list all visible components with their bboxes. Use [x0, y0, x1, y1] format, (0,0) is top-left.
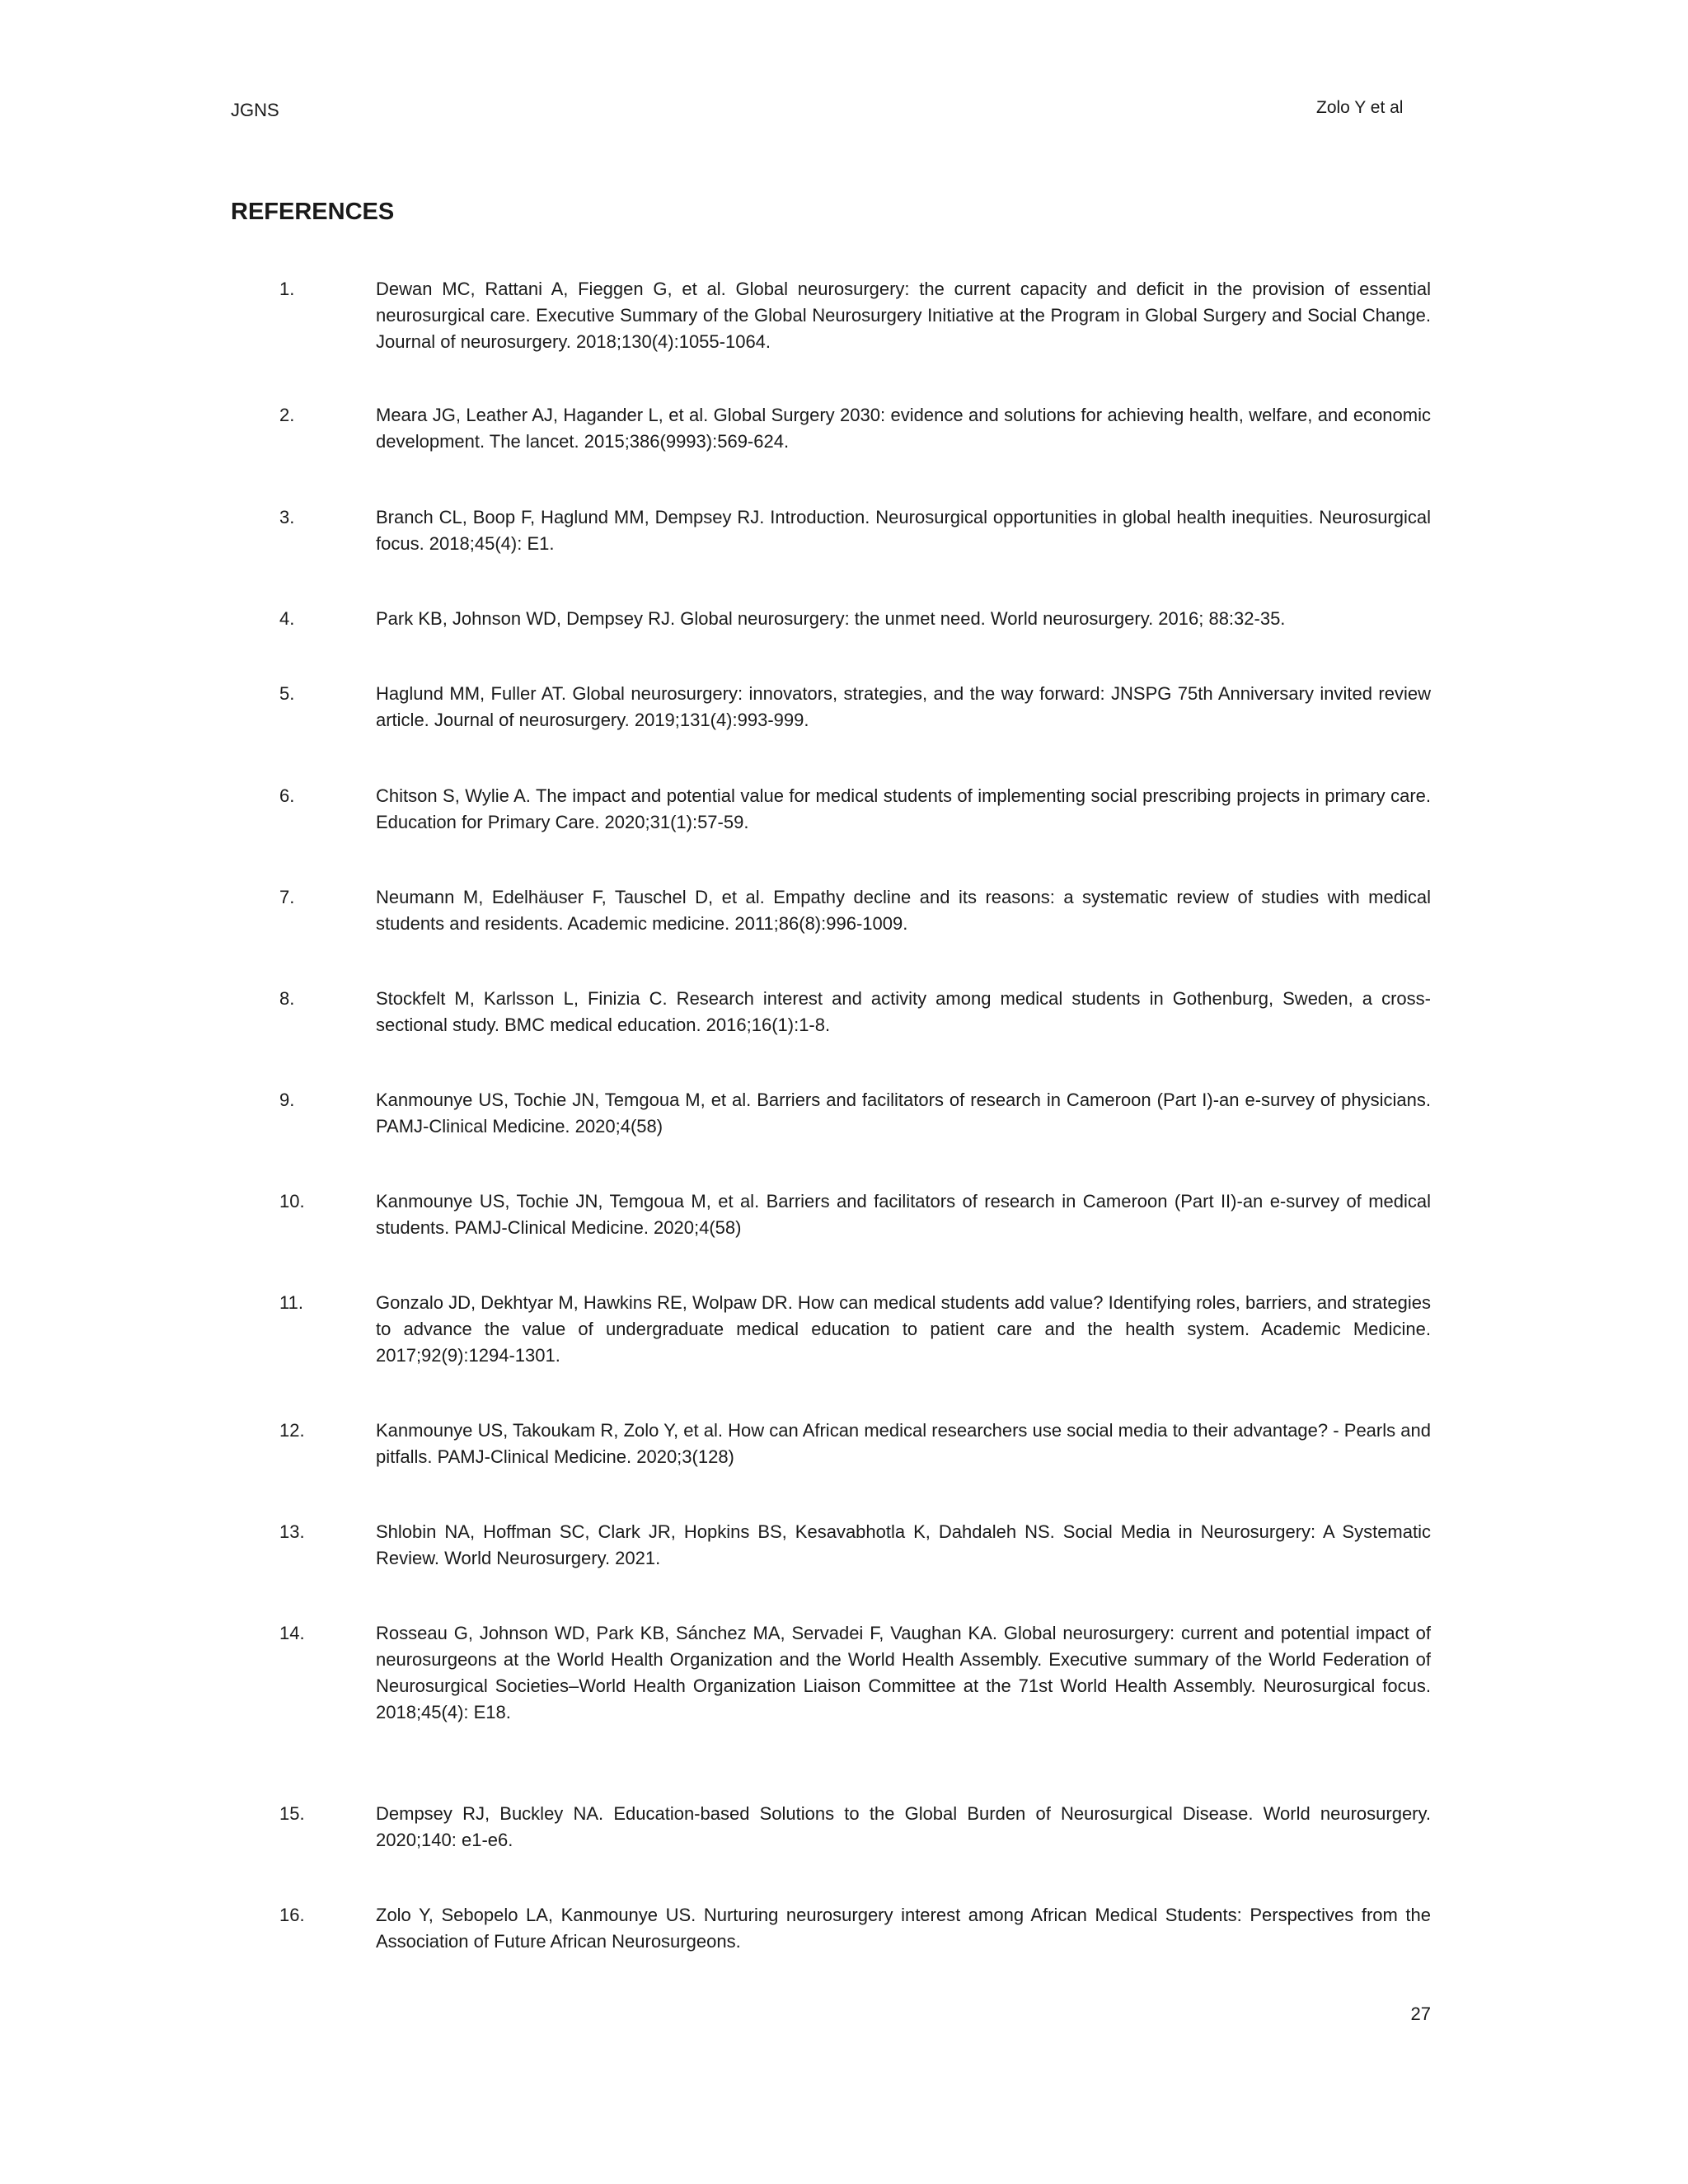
- reference-text: Haglund MM, Fuller AT. Global neurosurgery: innovators, strategies, and the way forward: JNSPG 75th Anniversary invited review article. Journal of neurosurgery. 2019;131(4):993-999.: [376, 683, 1431, 730]
- reference-text: Dempsey RJ, Buckley NA. Education-based Solutions to the Global Burden of Neurosurgical Disease. World neurosurgery. 2020;140: e1-e6.: [376, 1803, 1431, 1850]
- reference-number: 1.: [279, 279, 295, 299]
- reference-number: 2.: [279, 405, 295, 425]
- reference-text: Chitson S, Wylie A. The impact and potential value for medical students of implementing social prescribing projects in primary care. Education for Primary Care. 2020;31(1):57-59.: [376, 785, 1431, 832]
- reference-text: Kanmounye US, Takoukam R, Zolo Y, et al. How can African medical researchers use social media to their advantage? - Pearls and pitfalls. PAMJ-Clinical Medicine. 2020;3(128): [376, 1420, 1431, 1467]
- reference-number: 11.: [279, 1292, 303, 1313]
- reference-number: 15.: [279, 1803, 305, 1824]
- reference-text: Kanmounye US, Tochie JN, Temgoua M, et al. Barriers and facilitators of research in Cameroon (Part I)-an e-survey of physicians. PAMJ-Clinical Medicine. 2020;4(58): [376, 1090, 1431, 1137]
- section-title: REFERENCES: [231, 199, 395, 225]
- reference-number: 14.: [279, 1623, 305, 1643]
- reference-number: 4.: [279, 608, 295, 629]
- reference-number: 12.: [279, 1420, 305, 1441]
- reference-text: Dewan MC, Rattani A, Fieggen G, et al. Global neurosurgery: the current capacity and deficit in the provision of essential neurosurgical care. Executive Summary of the Global Neurosurgery Initiative at the Program in Global Surgery and Social Change. Journal of neurosurgery. 2018;130(4):1055-1064.: [376, 279, 1431, 352]
- reference-number: 8.: [279, 988, 295, 1009]
- reference-number: 10.: [279, 1191, 305, 1212]
- page-number: 27: [1410, 2004, 1431, 2024]
- reference-text: Gonzalo JD, Dekhtyar M, Hawkins RE, Wolpaw DR. How can medical students add value? Identifying roles, barriers, and strategies to advance the value of undergraduate medical education to patient care and the health system. Academic Medicine. 2017;92(9):1294-1301.: [376, 1292, 1431, 1366]
- reference-text: Meara JG, Leather AJ, Hagander L, et al. Global Surgery 2030: evidence and solutions for achieving health, welfare, and economic development. The lancet. 2015;386(9993):569-624.: [376, 405, 1431, 452]
- reference-text: Neumann M, Edelhäuser F, Tauschel D, et al. Empathy decline and its reasons: a systematic review of studies with medical students and residents. Academic medicine. 2011;86(8):996-1009.: [376, 887, 1431, 934]
- reference-text: Kanmounye US, Tochie JN, Temgoua M, et al. Barriers and facilitators of research in Cameroon (Part II)-an e-survey of medical students. PAMJ-Clinical Medicine. 2020;4(58): [376, 1191, 1431, 1238]
- reference-text: Rosseau G, Johnson WD, Park KB, Sánchez MA, Servadei F, Vaughan KA. Global neurosurgery: current and potential impact of neurosurgeons at the World Health Organization and the World Health Assembly. Executive summary of the World Federation of Neurosurgical Societies–World Health Organization Liaison Committee at the 71st World Health Assembly. Neurosurgical focus. 2018;45(4): E18.: [376, 1623, 1431, 1722]
- reference-number: 5.: [279, 683, 295, 704]
- reference-text: Zolo Y, Sebopelo LA, Kanmounye US. Nurturing neurosurgery interest among African Medical Students: Perspectives from the Association of Future African Neurosurgeons.: [376, 1905, 1431, 1952]
- reference-number: 16.: [279, 1905, 305, 1925]
- running-header-authors: Zolo Y et al: [1316, 98, 1404, 117]
- reference-number: 7.: [279, 887, 295, 907]
- reference-number: 9.: [279, 1090, 295, 1110]
- reference-text: Stockfelt M, Karlsson L, Finizia C. Research interest and activity among medical students in Gothenburg, Sweden, a cross-sectional study. BMC medical education. 2016;16(1):1-8.: [376, 988, 1431, 1035]
- reference-text: Park KB, Johnson WD, Dempsey RJ. Global neurosurgery: the unmet need. World neurosurgery. 2016; 88:32-35.: [376, 608, 1286, 629]
- reference-number: 13.: [279, 1521, 305, 1542]
- reference-number: 3.: [279, 507, 295, 527]
- reference-number: 6.: [279, 785, 295, 806]
- running-header-journal: JGNS: [231, 100, 279, 120]
- reference-text: Branch CL, Boop F, Haglund MM, Dempsey RJ. Introduction. Neurosurgical opportunities in global health inequities. Neurosurgical focus. 2018;45(4): E1.: [376, 507, 1431, 554]
- reference-text: Shlobin NA, Hoffman SC, Clark JR, Hopkins BS, Kesavabhotla K, Dahdaleh NS. Social Media in Neurosurgery: A Systematic Review. World Neurosurgery. 2021.: [376, 1521, 1431, 1568]
